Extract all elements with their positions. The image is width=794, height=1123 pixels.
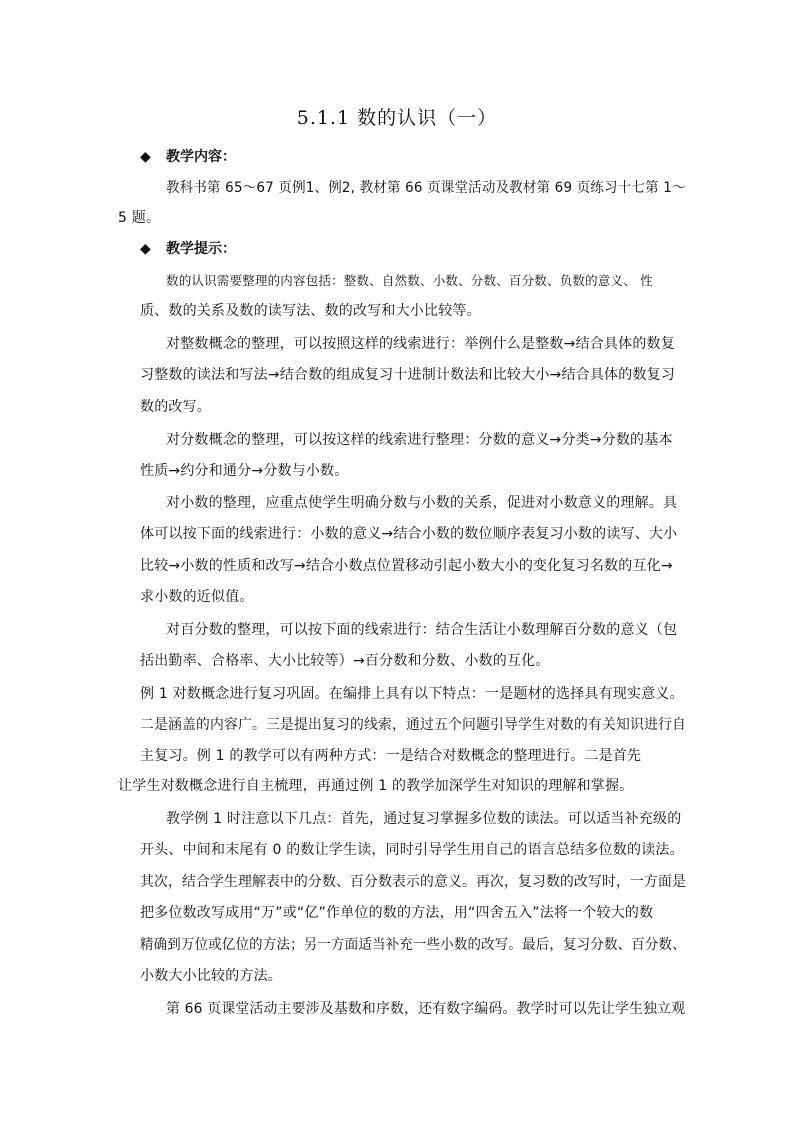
paragraph-line: 数的认识需要整理的内容包括：整数、自然数、小数、分数、百分数、负数的意义、 性 [166, 273, 653, 288]
paragraph-line: 二是涵盖的内容广。三是提出复习的线索，通过五个问题引导学生对数的有关知识进行自 [140, 717, 687, 733]
paragraph-line: 对整数概念的整理，可以按照这样的线索进行：举例什么是整数→结合具体的数复 [166, 336, 675, 352]
section-heading-hint [140, 238, 236, 258]
paragraph-line: 让学生对数概念进行自主梳理，再通过例 1 的教学加深学生对知识的理解和掌握。 [118, 778, 634, 794]
paragraph-line: 对百分数的整理，可以按下面的线索进行：结合生活让小数理解百分数的意义（包 [166, 622, 678, 638]
paragraph-line: 求小数的近似值。 [140, 589, 254, 605]
diamond-bullet-icon: ◆ [140, 149, 151, 165]
paragraph-line: 习整数的读法和写法→结合数的组成复习十进制计数法和比较大小→结合具体的数复习 [140, 367, 676, 383]
page-title: 5.1.1 数的认识（一） [296, 107, 498, 129]
hint-heading-label: 教学提示： [166, 241, 236, 257]
paragraph-line: 精确到万位或亿位的方法；另一方面适当补充一些小数的改写。最后，复习分数、百分数、 [140, 937, 686, 953]
paragraph-line: 对分数概念的整理，可以按这样的线索进行整理：分数的意义→分类→分数的基本 [166, 432, 673, 448]
section-heading-content [140, 146, 236, 166]
content-heading-label: 教学内容： [166, 149, 236, 165]
paragraph-line: 体可以按下面的线索进行：小数的意义→结合小数的数位顺序表复习小数的读写、大小 [140, 526, 678, 542]
paragraph-line: 教科书第 65～67 页例1、例2, 教材第 66 页课堂活动及教材第 69 页练习十七第 1～ [166, 180, 686, 196]
paragraph-line: 括出勤率、合格率、大小比较等）→百分数和分数、小数的互化。 [140, 653, 550, 669]
paragraph-line: 对小数的整理，应重点使学生明确分数与小数的关系，促进对小数意义的理解。具 [166, 495, 678, 511]
paragraph-line: 第 66 页课堂活动主要涉及基数和序数，还有数字编码。教学时可以先让学生独立观 [166, 1001, 686, 1017]
paragraph-line: 数的改写。 [140, 399, 211, 415]
paragraph-line: 比较→小数的性质和改写→结合小数点位置移动引起小数大小的变化复习名数的互化→ [140, 558, 673, 574]
paragraph-line: 其次，结合学生理解表中的分数、百分数表示的意义。再次，复习数的改写时，一方面是 [140, 874, 687, 890]
diamond-bullet-icon: ◆ [140, 241, 151, 257]
paragraph-line: 把多位数改写成用“万”或“亿”作单位的数的方法，用“四舍五入”法将一个较大的数 [140, 905, 654, 921]
paragraph-line: 小数大小比较的方法。 [140, 968, 282, 984]
paragraph-line: 主复习。例 1 的教学可以有两种方式：一是结合对数概念的整理进行。二是首先 [140, 748, 642, 764]
paragraph-line: 性质→约分和通分→分数与小数。 [140, 463, 349, 479]
paragraph-line: 质、数的关系及数的读写法、数的改写和大小比较等。 [140, 303, 481, 319]
paragraph-line: 开头、中间和末尾有 0 的数让学生读，同时引导学生用自己的语言总结多位数的读法。 [140, 842, 684, 858]
paragraph-line: 教学例 1 时注意以下几点：首先，通过复习掌握多位数的读法。可以适当补充级的 [166, 811, 682, 827]
paragraph-line: 5 题。 [118, 210, 161, 226]
paragraph-line: 例 1 对数概念进行复习巩固。在编排上具有以下特点：一是题材的选择具有现实意义。 [140, 686, 684, 702]
